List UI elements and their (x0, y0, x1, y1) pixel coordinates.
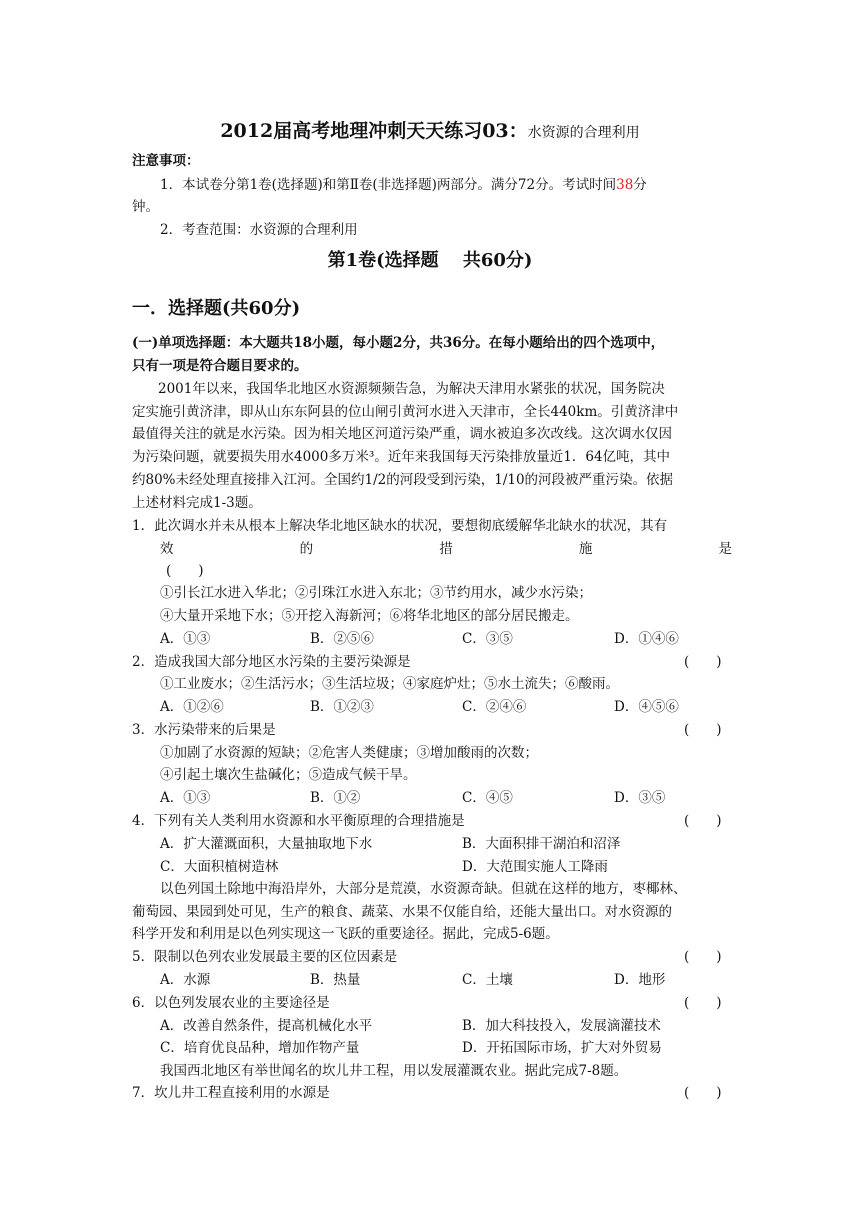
stem-char: 是 (718, 541, 732, 557)
option-c: C．土壤 (462, 972, 513, 988)
passage-1-line: 定实施引黄济津，即从山东东阿县的位山闸引黄河水进入天津市，全长440km。引黄济津中 (132, 404, 679, 420)
option-c: C．②④⑥ (462, 699, 527, 715)
passage-1-line: 约80%未经处理直接排入江河。全国约1/2的河段受到污染，1/10的河段被严重污染。依据 (132, 472, 674, 488)
option-c: C．③⑤ (462, 631, 513, 647)
question-6-stem: 6．以色列发展农业的主要途径是 (132, 995, 330, 1011)
stem-char: 施 (578, 541, 593, 557)
option-b: B．①②③ (310, 699, 374, 715)
stem-char: 措 (439, 541, 453, 557)
answer-blank-q6: ( ) (684, 995, 722, 1011)
option-d: D．大范围实施人工降雨 (462, 859, 608, 875)
option-b: B．大面积排干湖泊和沼泽 (462, 836, 621, 852)
question-2-line-1: ①工业废水；②生活污水；③生活垃圾；④家庭炉灶；⑤水土流失；⑥酸雨。 (160, 676, 619, 692)
title-sub: 水资源的合理利用 (527, 125, 640, 141)
question-3-line-1: ①加剧了水资源的短缺；②危害人类健康；③增加酸雨的次数； (160, 745, 538, 761)
option-c: C．培育优良品种，增加作物产量 (160, 1040, 360, 1056)
option-a: A．①②⑥ (160, 699, 224, 715)
option-b: B．②⑤⑥ (310, 631, 374, 647)
option-d: D．③⑤ (614, 790, 666, 806)
stem-char: 效 (160, 541, 174, 557)
option-d: D．①④⑥ (614, 631, 679, 647)
option-c: C．大面积植树造林 (160, 859, 279, 875)
option-a: A．扩大灌溉面积，大量抽取地下水 (160, 836, 373, 852)
option-b: B．①② (310, 790, 361, 806)
exam-time-value: 38 (616, 177, 634, 193)
question-3-stem: 3．水污染带来的后果是 (132, 722, 276, 738)
option-a: A．水源 (160, 972, 211, 988)
option-a: A．改善自然条件，提高机械化水平 (160, 1018, 373, 1034)
part-heading: 第1卷(选择题 共60分) (327, 250, 533, 271)
answer-blank-q1: ( ) (166, 563, 204, 579)
answer-blank-q4: ( ) (684, 813, 722, 829)
stem-char: 的 (299, 541, 314, 557)
question-7-stem: 7．坎儿井工程直接利用的水源是 (132, 1085, 330, 1101)
question-4-stem: 4．下列有关人类利用水资源和水平衡原理的合理措施是 (132, 813, 465, 829)
option-d: D．开拓国际市场，扩大对外贸易 (462, 1040, 662, 1056)
notice-item-1-text: 1．本试卷分第1卷(选择题)和第Ⅱ卷(非选择题)两部分。满分72分。考试时间 (160, 177, 617, 193)
question-1-line-2: ④大量开采地下水；⑤开挖入海新河；⑥将华北地区的部分居民搬走。 (160, 608, 579, 624)
question-5-stem: 5．限制以色列农业发展最主要的区位因素是 (132, 949, 398, 965)
instructions-line-2: 只有一项是符合题目要求的。 (132, 358, 308, 374)
question-2-stem: 2．造成我国大部分地区水污染的主要污染源是 (132, 654, 411, 670)
notice-heading: 注意事项： (132, 153, 200, 169)
option-a: A．①③ (160, 790, 211, 806)
option-d: D．地形 (614, 972, 666, 988)
question-1-stem-cont (160, 538, 732, 560)
passage-1-line: 2001年以来，我国华北地区水资源频频告急，为解决天津用水紧张的状况，国务院决 (158, 381, 665, 397)
page-title (0, 118, 860, 146)
question-1-stem: 1．此次调水并未从根本上解决华北地区缺水的状况，要想彻底缓解华北缺水的状况，其有 (132, 518, 668, 534)
option-b: B．加大科技投入，发展滴灌技术 (462, 1018, 661, 1034)
option-d: D．④⑤⑥ (614, 699, 679, 715)
section-heading: 一．选择题(共60分) (132, 298, 301, 319)
title-main: 2012届高考地理冲刺天天练习03： (220, 120, 528, 142)
notice-item-1-unit: 分 (633, 177, 647, 193)
option-c: C．④⑤ (462, 790, 513, 806)
passage-2-line: 葡萄园、果园到处可见，生产的粮食、蔬菜、水果不仅能自给，还能大量出口。对水资源的 (132, 904, 672, 920)
notice-item-1 (160, 174, 732, 196)
answer-blank-q7: ( ) (684, 1085, 722, 1101)
answer-blank-q2: ( ) (684, 654, 722, 670)
passage-3: 我国西北地区有举世闻名的坎儿井工程，用以发展灌溉农业。据此完成7-8题。 (160, 1063, 628, 1079)
option-b: B．热量 (310, 972, 361, 988)
passage-2-line: 科学开发和利用是以色列实现这一飞跃的重要途径。据此，完成5-6题。 (132, 926, 559, 942)
question-3-line-2: ④引起土壤次生盐碱化；⑤造成气候干旱。 (160, 767, 417, 783)
answer-blank-q5: ( ) (684, 949, 722, 965)
passage-1-line: 上述材料完成1-3题。 (132, 495, 262, 511)
notice-item-2: 2．考查范围：水资源的合理利用 (160, 222, 358, 238)
passage-1-line: 最值得关注的就是水污染。因为相关地区河道污染严重，调水被迫多次改线。这次调水仅因 (132, 426, 672, 442)
passage-2-line: 以色列国土除地中海沿岸外，大部分是荒漠，水资源奇缺。但就在这样的地方，枣椰林、 (160, 881, 687, 897)
passage-1-line: 为污染问题，就要损失用水4000多万米³。近年来我国每天污染排放量近1．64亿吨，其中 (132, 449, 671, 465)
question-1-line-1: ①引长江水进入华北；②引珠江水进入东北；③节约用水，减少水污染； (160, 585, 592, 601)
instructions-line-1: (一)单项选择题：本大题共18小题，每小题2分，共36分。在每小题给出的四个选项中， (132, 335, 665, 351)
notice-item-1-cont: 钟。 (132, 199, 159, 215)
option-a: A．①③ (160, 631, 211, 647)
answer-blank-q3: ( ) (684, 722, 722, 738)
